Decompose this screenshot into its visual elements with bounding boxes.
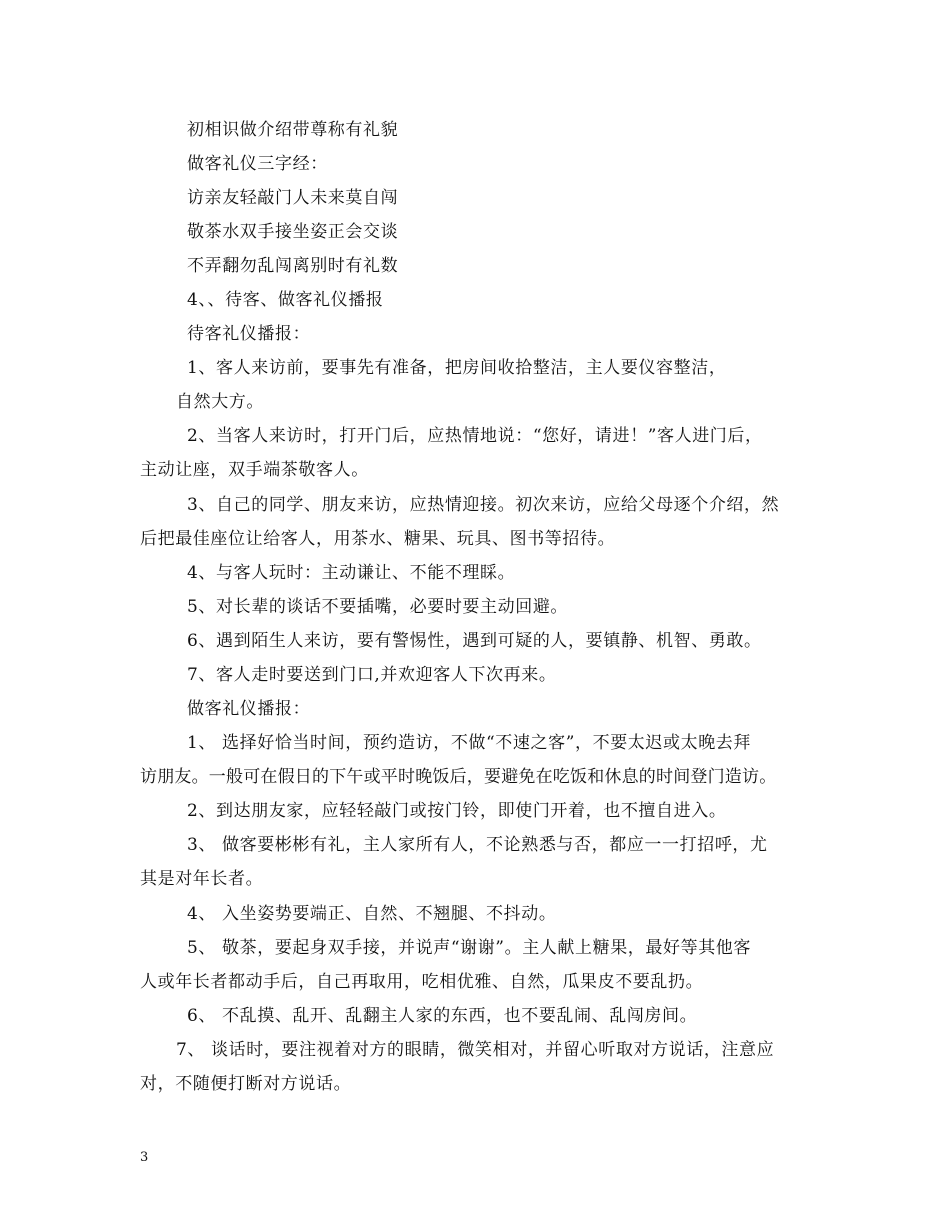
subheading-guest: 做客礼仪播报： (187, 699, 311, 719)
text-line-28: 7、 谈话时，要注视着对方的眼睛，微笑相对，并留心听取对方说话，注意应 (176, 1040, 775, 1060)
text-line-21: 2、到达朋友家，应轻轻敲门或按门铃，即使门开着，也不擅自进入。 (187, 801, 727, 821)
text-line-12: 3、自己的同学、朋友来访，应热情迎接。初次来访，应给父母逐个介绍，然 (187, 495, 780, 515)
text-line-24: 4、 入坐姿势要端正、自然、不翘腿、不抖动。 (187, 904, 557, 924)
text-line-4: 敬茶水双手接坐姿正会交谈 (187, 222, 399, 242)
text-line-26: 人或年长者都动手后，自己再取用，吃相优雅、自然，瓜果皮不要乱扔。 (140, 972, 704, 992)
text-line-19: 1、 选择好恰当时间，预约造访，不做“不速之客”，不要太迟或太晚去拜 (187, 733, 751, 753)
text-line-3: 访亲友轻敲门人未来莫自闯 (187, 188, 399, 208)
text-line-1: 初相识做介绍带尊称有礼貌 (187, 120, 399, 140)
text-line-17: 7、客人走时要送到门口,并欢迎客人下次再来。 (187, 665, 557, 685)
text-line-25: 5、 敬茶，要起身双手接，并说声“谢谢”。主人献上糖果，最好等其他客 (187, 938, 751, 958)
subheading-host: 待客礼仪播报： (187, 324, 311, 344)
text-line-2: 做客礼仪三字经： (187, 154, 328, 174)
text-line-9: 自然大方。 (176, 392, 264, 412)
text-line-5: 不弄翻勿乱闯离别时有礼数 (187, 256, 399, 276)
text-line-14: 4、与客人玩时：主动谦让、不能不理睬。 (187, 563, 516, 583)
text-line-29: 对，不随便打断对方说话。 (140, 1074, 352, 1094)
text-line-16: 6、遇到陌生人来访，要有警惕性，遇到可疑的人，要镇静、机智、勇敢。 (187, 631, 762, 651)
section-heading: 4、、待客、做客礼仪播报 (187, 290, 384, 310)
text-line-8: 1、客人来访前，要事先有准备，把房间收拾整洁，主人要仪容整洁， (187, 358, 727, 378)
text-line-22: 3、 做客要彬彬有礼，主人家所有人，不论熟悉与否，都应一一打招呼，尤 (187, 835, 768, 855)
page-number: 3 (140, 1150, 149, 1165)
text-line-13: 后把最佳座位让给客人，用茶水、糖果、玩具、图书等招待。 (140, 529, 616, 549)
text-line-11: 主动让座，双手端茶敬客人。 (140, 460, 369, 480)
text-line-15: 5、对长辈的谈话不要插嘴，必要时要主动回避。 (187, 597, 569, 617)
text-line-23: 其是对年长者。 (140, 869, 264, 889)
text-line-20: 访朋友。一般可在假日的下午或平时晚饭后，要避免在吃饭和休息的时间登门造访。 (140, 767, 777, 787)
text-line-10: 2、当客人来访时，打开门后，应热情地说：“您好，请进！”客人进门后， (187, 426, 763, 446)
text-line-27: 6、 不乱摸、乱开、乱翻主人家的东西，也不要乱闹、乱闯房间。 (187, 1006, 698, 1026)
